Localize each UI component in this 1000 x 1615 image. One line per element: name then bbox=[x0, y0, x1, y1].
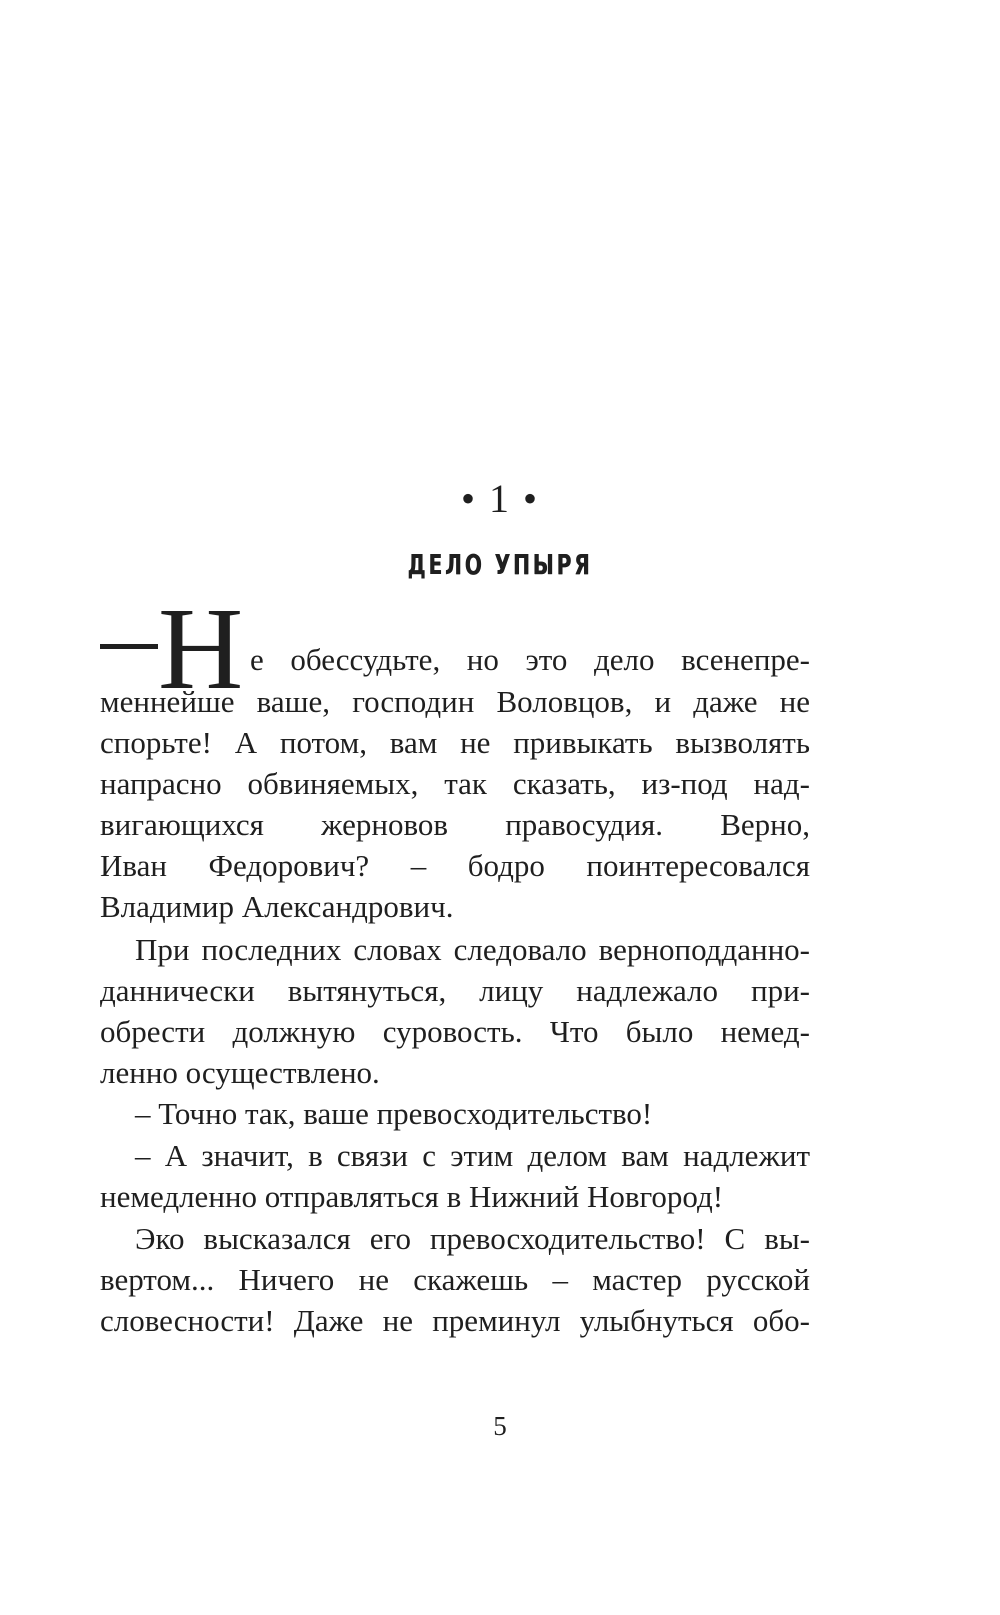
chapter-title: ДЕЛО УПЫРЯ bbox=[407, 548, 593, 581]
text-line-9: даннически вытянуться, лицу надлежало при- bbox=[100, 973, 810, 1008]
text-line-4: напрасно обвиняемых, так сказать, из-под над- bbox=[100, 766, 810, 801]
text-line-3: спорьте! А потом, вам не привыкать вызволять bbox=[100, 725, 810, 760]
text-line-14: немедленно отправляться в Нижний Новгород! bbox=[100, 1179, 724, 1214]
text-line-10: обрести должную суровость. Что было немед- bbox=[100, 1014, 810, 1049]
text-line-5: вигающихся жерновов правосудия. Верно, bbox=[100, 807, 810, 842]
text-line-13: – А значит, в связи с этим делом вам надлежит bbox=[135, 1138, 810, 1173]
text-line-11: ленно осуществлено. bbox=[100, 1055, 380, 1090]
page-number: 5 bbox=[493, 1411, 507, 1441]
dialogue-dash bbox=[100, 644, 158, 649]
text-line-15: Эко высказался его превосходительство! С вы- bbox=[135, 1221, 810, 1256]
text-line-8: При последних словах следовало верноподданно- bbox=[135, 932, 810, 967]
text-line-12: – Точно так, ваше превосходительство! bbox=[135, 1096, 653, 1131]
text-line-7: Владимир Александрович. bbox=[100, 889, 454, 924]
text-line-17: словесности! Даже не преминул улыбнуться обо- bbox=[100, 1303, 810, 1338]
text-line-16: вертом... Ничего не скажешь – мастер русской bbox=[100, 1262, 810, 1297]
drop-cap-letter: Н bbox=[158, 583, 244, 714]
chapter-number: • 1 • bbox=[460, 476, 539, 521]
text-line-2: меннейше ваше, господин Воловцов, и даже не bbox=[100, 684, 810, 719]
text-line-6: Иван Федорович? – бодро поинтересовался bbox=[100, 848, 810, 883]
text-line-1: е обессудьте, но это дело всенепре- bbox=[250, 642, 810, 677]
